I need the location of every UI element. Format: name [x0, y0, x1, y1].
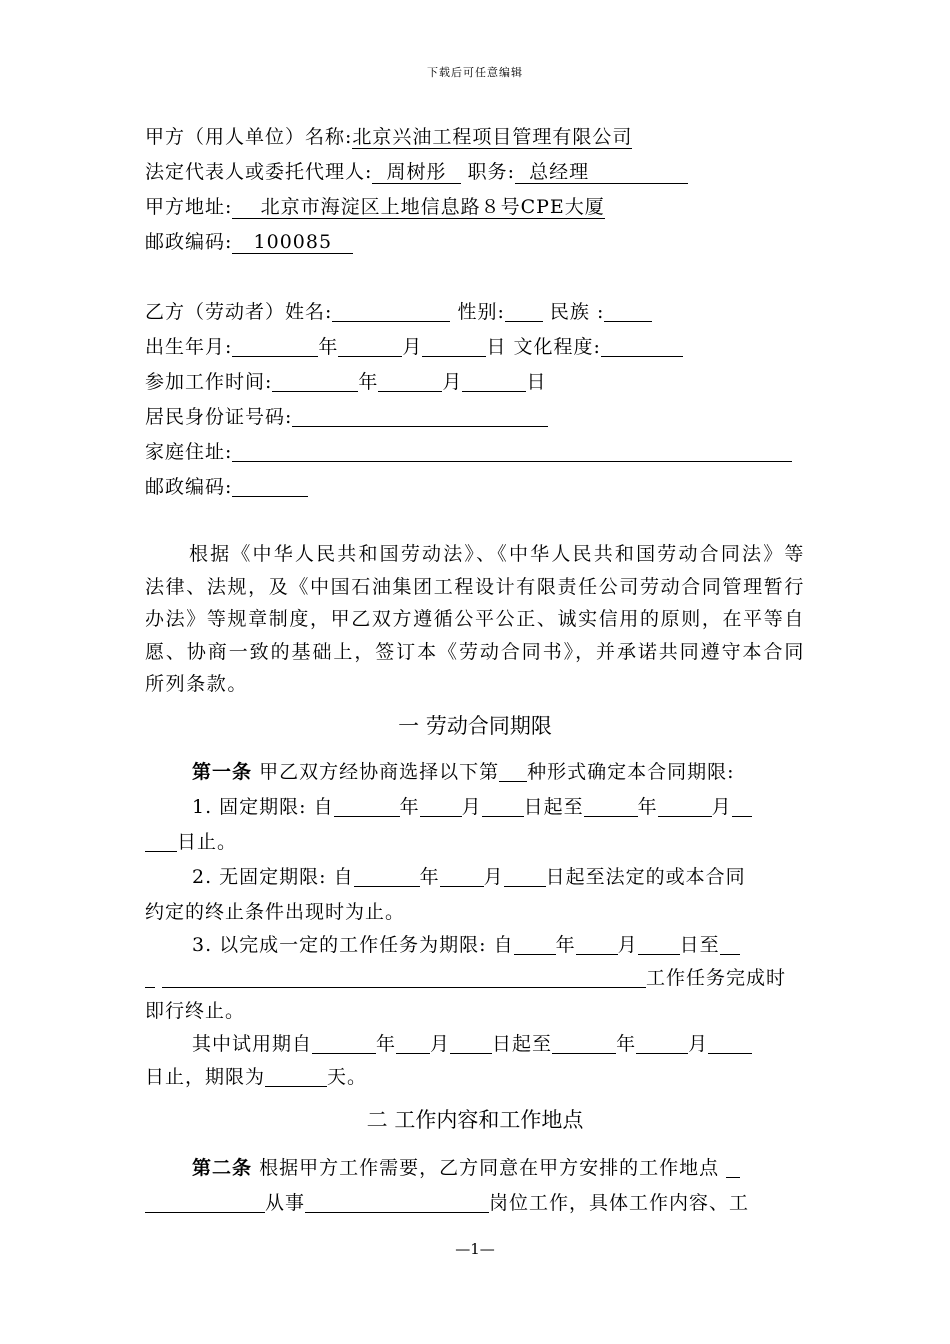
page-header-note: 下载后可任意编辑	[427, 66, 523, 79]
article-2-line	[192, 1153, 740, 1180]
option-1-line	[192, 792, 752, 819]
opt2-month-unit: 月	[483, 866, 504, 888]
opt3-task-blank-b	[145, 965, 155, 988]
opt2-day-blank	[504, 864, 546, 887]
home-address-blank	[232, 439, 792, 462]
opt1-end-year-unit: 年	[637, 796, 658, 818]
post-blank	[305, 1190, 489, 1213]
party-a-rep-value: 周树彤	[386, 161, 447, 183]
trial-line-2	[145, 1062, 367, 1089]
opt3-month-blank	[576, 932, 618, 955]
birth-day-blank	[422, 334, 486, 357]
party-b-id-label: 居民身份证号码:	[145, 406, 293, 428]
party-a-postal-line	[145, 227, 353, 254]
trial-period-label: 日止，期限为	[145, 1066, 266, 1088]
party-a-address-value: 北京市海淀区上地信息路８号CPE大厦	[260, 196, 605, 218]
birth-year-blank	[232, 334, 318, 357]
opt1-from-to: 日起至	[523, 796, 584, 818]
opt3-year-unit: 年	[555, 934, 576, 956]
article-2-continuation: 岗位工作，具体工作内容、工	[489, 1192, 750, 1214]
party-b-birth-label: 出生年月:	[145, 336, 233, 358]
section-1-title: 一 劳动合同期限	[398, 714, 552, 738]
work-month-blank	[378, 369, 442, 392]
opt3-task-blank-c	[162, 965, 646, 988]
option-1-line-2	[145, 827, 237, 854]
party-b-name-blank	[332, 299, 450, 322]
work-location-blank-a	[726, 1155, 740, 1178]
opt3-month-unit: 月	[617, 934, 638, 956]
section-2-title: 二 工作内容和工作地点	[366, 1108, 584, 1132]
trial-end-month-blank	[636, 1031, 688, 1054]
party-b-home-line	[145, 437, 792, 464]
party-a-title-value-wrap	[515, 161, 688, 184]
intro-paragraph: 根据《中华人民共和国劳动法》、《中华人民共和国劳动合同法》等法律、法规，及《中国石油集团工程设计有限责任公司劳动合同管理暂行办法》等规章制度，甲乙双方遵循公平公正、诚实信用的原则，在平等自愿、协商一致的基础上，签订本《劳动合同书》，并承诺共同遵守本合同所列条款。	[145, 543, 805, 695]
party-a-title-value: 总经理	[529, 161, 590, 183]
opt3-terminate: 即行终止。	[145, 1000, 246, 1022]
party-a-name-line	[145, 122, 632, 149]
opt1-end-text: 日止。	[177, 831, 238, 853]
trial-month-blank	[396, 1031, 430, 1054]
option-3-line	[192, 930, 740, 957]
party-a-postal-value-wrap	[232, 231, 353, 254]
option-3-line-3	[145, 996, 245, 1023]
party-b-gender-blank	[505, 299, 543, 322]
party-b-name-line	[145, 297, 652, 324]
party-b-work-start-label: 参加工作时间:	[145, 371, 273, 393]
party-a-address-line	[145, 192, 605, 219]
opt1-end-day-blank-a	[732, 794, 752, 817]
opt3-task-done: 工作任务完成时	[646, 967, 787, 989]
party-a-title-label: 职务:	[467, 161, 516, 183]
option-3-line-2	[145, 963, 786, 990]
trial-end-month-unit: 月	[688, 1033, 709, 1055]
work-month-unit: 月	[442, 371, 463, 393]
opt2-month-blank	[440, 864, 484, 887]
opt3-to: 日至	[679, 934, 720, 956]
article-1-label: 第一条	[192, 761, 253, 783]
article-1-post: 种形式确定本合同期限:	[527, 761, 735, 783]
trial-day-blank	[450, 1031, 492, 1054]
article-2-line-2	[145, 1188, 749, 1215]
option-2-line-2	[145, 897, 405, 924]
birth-month-blank	[338, 334, 402, 357]
trial-days-unit: 天。	[327, 1066, 368, 1088]
trial-line	[192, 1029, 752, 1056]
opt1-end-year-blank	[584, 794, 638, 817]
party-b-work-start-line	[145, 367, 546, 394]
party-a-rep-label: 法定代表人或委托代理人:	[145, 161, 373, 183]
opt3-task-blank-a	[720, 932, 740, 955]
party-a-rep-line	[145, 157, 688, 184]
article-1-pre: 甲乙双方经协商选择以下第	[259, 761, 500, 783]
work-year-blank	[272, 369, 358, 392]
opt1-end-day-blank-b	[145, 829, 177, 852]
trial-end-day-blank	[708, 1031, 752, 1054]
party-a-name-label: 甲方（用人单位）名称:	[145, 126, 353, 148]
option-3-label: 3. 以完成一定的工作任务为期限: 自	[192, 934, 514, 956]
party-a-rep-value-wrap	[372, 161, 460, 184]
party-a-postal-label: 邮政编码:	[145, 231, 233, 253]
article-1-option-blank	[499, 759, 527, 782]
party-a-name-value: 北京兴油工程项目管理有限公司	[352, 126, 633, 148]
education-blank	[601, 334, 683, 357]
party-a-address-label: 甲方地址:	[145, 196, 233, 218]
opt3-year-blank	[514, 932, 556, 955]
opt1-day-blank	[482, 794, 524, 817]
article-2-label: 第二条	[192, 1157, 253, 1179]
work-year-unit: 年	[358, 371, 379, 393]
party-b-id-line	[145, 402, 548, 429]
trial-year-unit: 年	[376, 1033, 397, 1055]
party-b-postal-line	[145, 472, 308, 499]
opt2-continuation: 约定的终止条件出现时为止。	[145, 901, 406, 923]
work-day-blank	[462, 369, 526, 392]
party-b-ethnicity-label: 民族 :	[549, 301, 605, 323]
birth-month-unit: 月	[402, 336, 423, 358]
opt1-year-blank	[334, 794, 400, 817]
article-2-engage: 从事	[265, 1192, 306, 1214]
work-day-unit: 日	[526, 371, 547, 393]
birth-year-unit: 年	[318, 336, 339, 358]
party-a-address-value-wrap	[232, 196, 604, 219]
party-b-name-label: 乙方（劳动者）姓名:	[145, 301, 333, 323]
trial-days-blank	[265, 1064, 327, 1087]
trial-end-year-unit: 年	[616, 1033, 637, 1055]
opt1-end-month-unit: 月	[711, 796, 732, 818]
party-a-postal-value: 100085	[253, 231, 333, 253]
opt2-year-blank	[354, 864, 420, 887]
opt1-year-unit: 年	[399, 796, 420, 818]
trial-from-to: 日起至	[492, 1033, 553, 1055]
opt2-from-to: 日起至法定的或本合同	[545, 866, 746, 888]
opt1-end-month-blank	[658, 794, 712, 817]
party-b-postal-blank	[232, 474, 308, 497]
option-2-line	[192, 862, 746, 889]
page-number: —1—	[455, 1240, 495, 1258]
trial-month-unit: 月	[430, 1033, 451, 1055]
opt1-month-unit: 月	[461, 796, 482, 818]
party-b-education-label: 文化程度:	[513, 336, 601, 358]
party-b-postal-label: 邮政编码:	[145, 476, 233, 498]
party-b-gender-label: 性别:	[457, 301, 505, 323]
party-b-home-label: 家庭住址:	[145, 441, 233, 463]
party-b-birth-line	[145, 332, 683, 359]
article-2-text: 根据甲方工作需要，乙方同意在甲方安排的工作地点	[259, 1157, 720, 1179]
birth-day-unit: 日	[486, 336, 507, 358]
opt2-year-unit: 年	[419, 866, 440, 888]
option-1-label: 1. 固定期限: 自	[192, 796, 334, 818]
trial-year-blank	[312, 1031, 376, 1054]
id-number-blank	[292, 404, 548, 427]
opt3-day-blank	[638, 932, 680, 955]
party-b-ethnicity-blank	[604, 299, 652, 322]
opt1-month-blank	[420, 794, 462, 817]
option-2-label: 2. 无固定期限: 自	[192, 866, 354, 888]
work-location-blank-b	[145, 1190, 265, 1213]
trial-label: 其中试用期自	[192, 1033, 313, 1055]
trial-end-year-blank	[552, 1031, 616, 1054]
article-1-line	[192, 757, 734, 784]
